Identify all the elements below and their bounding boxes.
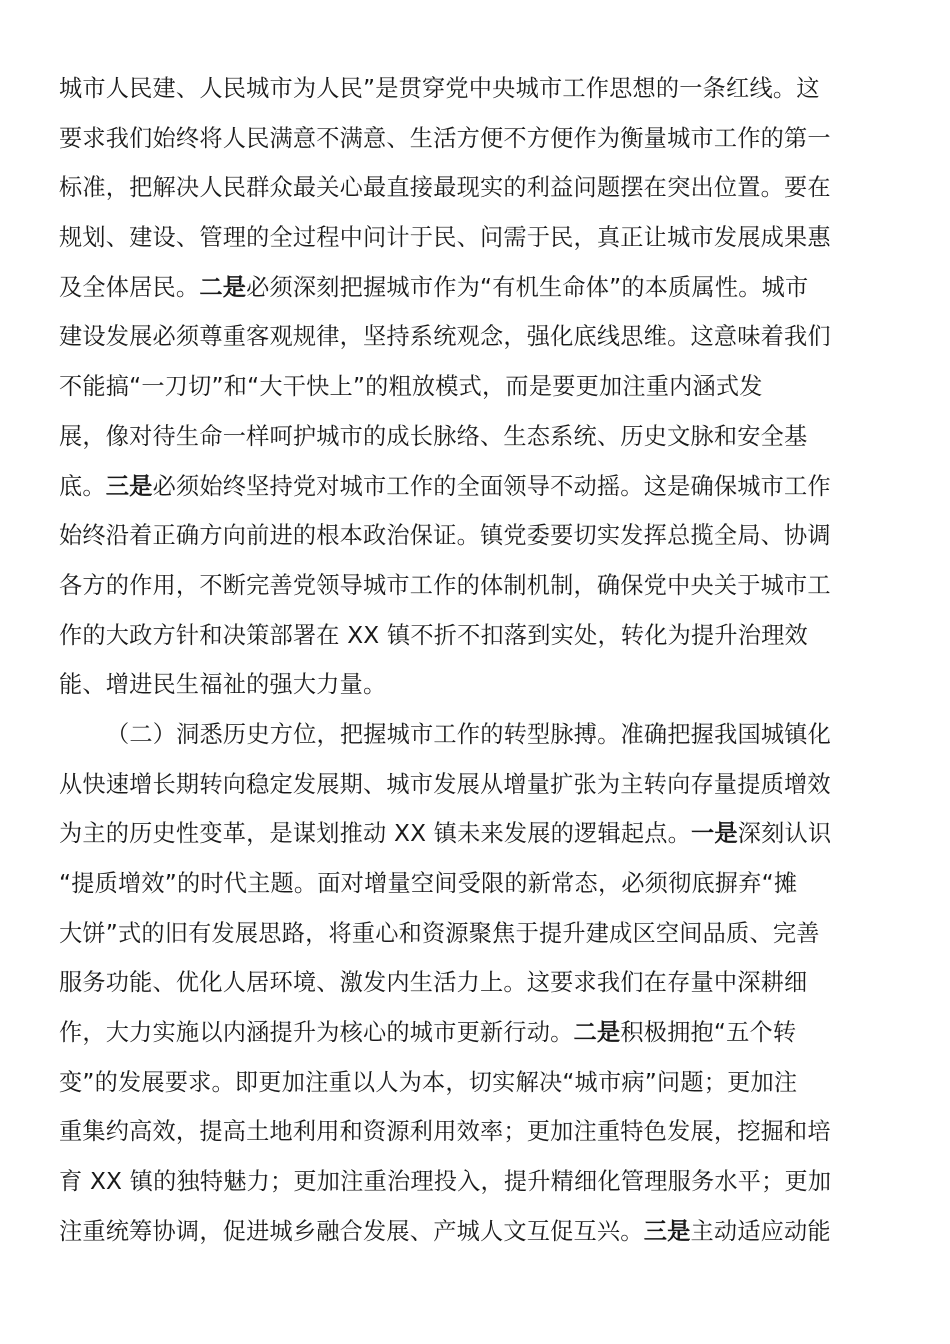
text-segment: 为主的历史性变革，是谋划推动 XX 镇未来发展的逻辑起点。 bbox=[59, 820, 691, 848]
text-segment: 注重统筹协调，促进城乡融合发展、产城人文互促互兴。 bbox=[59, 1217, 644, 1245]
text-line bbox=[59, 1207, 879, 1257]
text-segment: （二）洞悉历史方位，把握城市工作的转型脉搏。准确把握我国城镇化 bbox=[106, 720, 832, 748]
text-line bbox=[59, 511, 879, 561]
bold-keyword: 三是 bbox=[105, 472, 153, 500]
text-line bbox=[59, 958, 879, 1008]
text-line bbox=[59, 809, 879, 859]
text-line bbox=[59, 114, 879, 164]
text-line bbox=[59, 362, 879, 412]
text-line bbox=[59, 710, 879, 760]
text-segment: 深刻认识 bbox=[737, 820, 832, 848]
text-segment: 不能搞“一刀切”和“大干快上”的粗放模式，而是要更加注重内涵式发 bbox=[59, 373, 763, 401]
text-segment: 大饼”式的旧有发展思路，将重心和资源聚焦于提升建成区空间品质、完善 bbox=[59, 919, 820, 947]
text-segment: 标准，把解决人民群众最关心最直接最现实的利益问题摆在突出位置。要在 bbox=[59, 174, 831, 202]
text-segment: 规划、建设、管理的全过程中问计于民、问需于民，真正让城市发展成果惠 bbox=[59, 224, 831, 252]
text-line bbox=[59, 1058, 879, 1108]
text-segment: 积极拥抱“五个转 bbox=[620, 1019, 797, 1047]
text-line bbox=[59, 163, 879, 213]
text-segment: 重集约高效，提高土地利用和资源利用效率；更加注重特色发展，挖掘和培 bbox=[59, 1118, 831, 1146]
text-segment: 必须始终坚持党对城市工作的全面领导不动摇。这是确保城市工作 bbox=[152, 472, 831, 500]
text-segment: 能、增进民生福祉的强大力量。 bbox=[59, 671, 387, 699]
text-segment: 底。 bbox=[59, 472, 106, 500]
bold-keyword: 三是 bbox=[643, 1217, 691, 1245]
text-line bbox=[59, 64, 879, 114]
text-segment: 育 XX 镇的独特魅力；更加注重治理投入，提升精细化管理服务水平；更加 bbox=[59, 1168, 832, 1196]
text-segment: 城市人民建、人民城市为人民”是贯穿党中央城市工作思想的一条红线。这 bbox=[59, 75, 820, 102]
text-segment: 从快速增长期转向稳定发展期、城市发展从增量扩张为主转向存量提质增效 bbox=[59, 770, 831, 798]
text-line bbox=[59, 660, 879, 710]
text-segment: 作的大政方针和决策部署在 XX 镇不折不扣落到实处，转化为提升治理效 bbox=[59, 621, 808, 649]
text-segment: “提质增效”的时代主题。面对增量空间受限的新常态，必须彻底摒弃“摊 bbox=[59, 870, 798, 897]
text-line bbox=[59, 909, 879, 959]
text-segment: 各方的作用，不断完善党领导城市工作的体制机制，确保党中央关于城市工 bbox=[59, 571, 831, 599]
text-segment: 展，像对待生命一样呵护城市的成长脉络、生态系统、历史文脉和安全基 bbox=[59, 422, 808, 450]
text-line bbox=[59, 462, 879, 512]
text-segment: 必须深刻把握城市作为“有机生命体”的本质属性。城市 bbox=[246, 273, 809, 301]
text-line bbox=[59, 760, 879, 810]
text-segment: 作，大力实施以内涵提升为核心的城市更新行动。 bbox=[59, 1019, 574, 1047]
text-segment: 主动适应动能 bbox=[690, 1217, 831, 1245]
text-segment: 及全体居民。 bbox=[59, 273, 200, 301]
bold-keyword: 二是 bbox=[573, 1019, 621, 1047]
text-line bbox=[59, 1107, 879, 1157]
text-line bbox=[59, 561, 879, 611]
text-segment: 变”的发展要求。即更加注重以人为本，切实解决“城市病”问题；更加注 bbox=[59, 1068, 798, 1096]
bold-keyword: 一是 bbox=[691, 820, 738, 848]
text-line bbox=[59, 263, 879, 313]
text-line bbox=[59, 1157, 879, 1207]
bold-keyword: 二是 bbox=[199, 273, 247, 301]
text-segment: 要求我们始终将人民满意不满意、生活方便不方便作为衡量城市工作的第一 bbox=[59, 124, 831, 152]
text-segment: 始终沿着正确方向前进的根本政治保证。镇党委要切实发挥总揽全局、协调 bbox=[59, 522, 831, 550]
text-segment: 服务功能、优化人居环境、激发内生活力上。这要求我们在存量中深耕细 bbox=[59, 969, 808, 997]
body-text bbox=[59, 64, 879, 1257]
text-line bbox=[59, 312, 879, 362]
text-segment: 建设发展必须尊重客观规律，坚持系统观念，强化底线思维。这意味着我们 bbox=[59, 323, 831, 351]
text-line bbox=[59, 1008, 879, 1058]
text-line bbox=[59, 412, 879, 462]
text-line bbox=[59, 213, 879, 263]
text-line bbox=[59, 859, 879, 909]
text-line bbox=[59, 611, 879, 661]
